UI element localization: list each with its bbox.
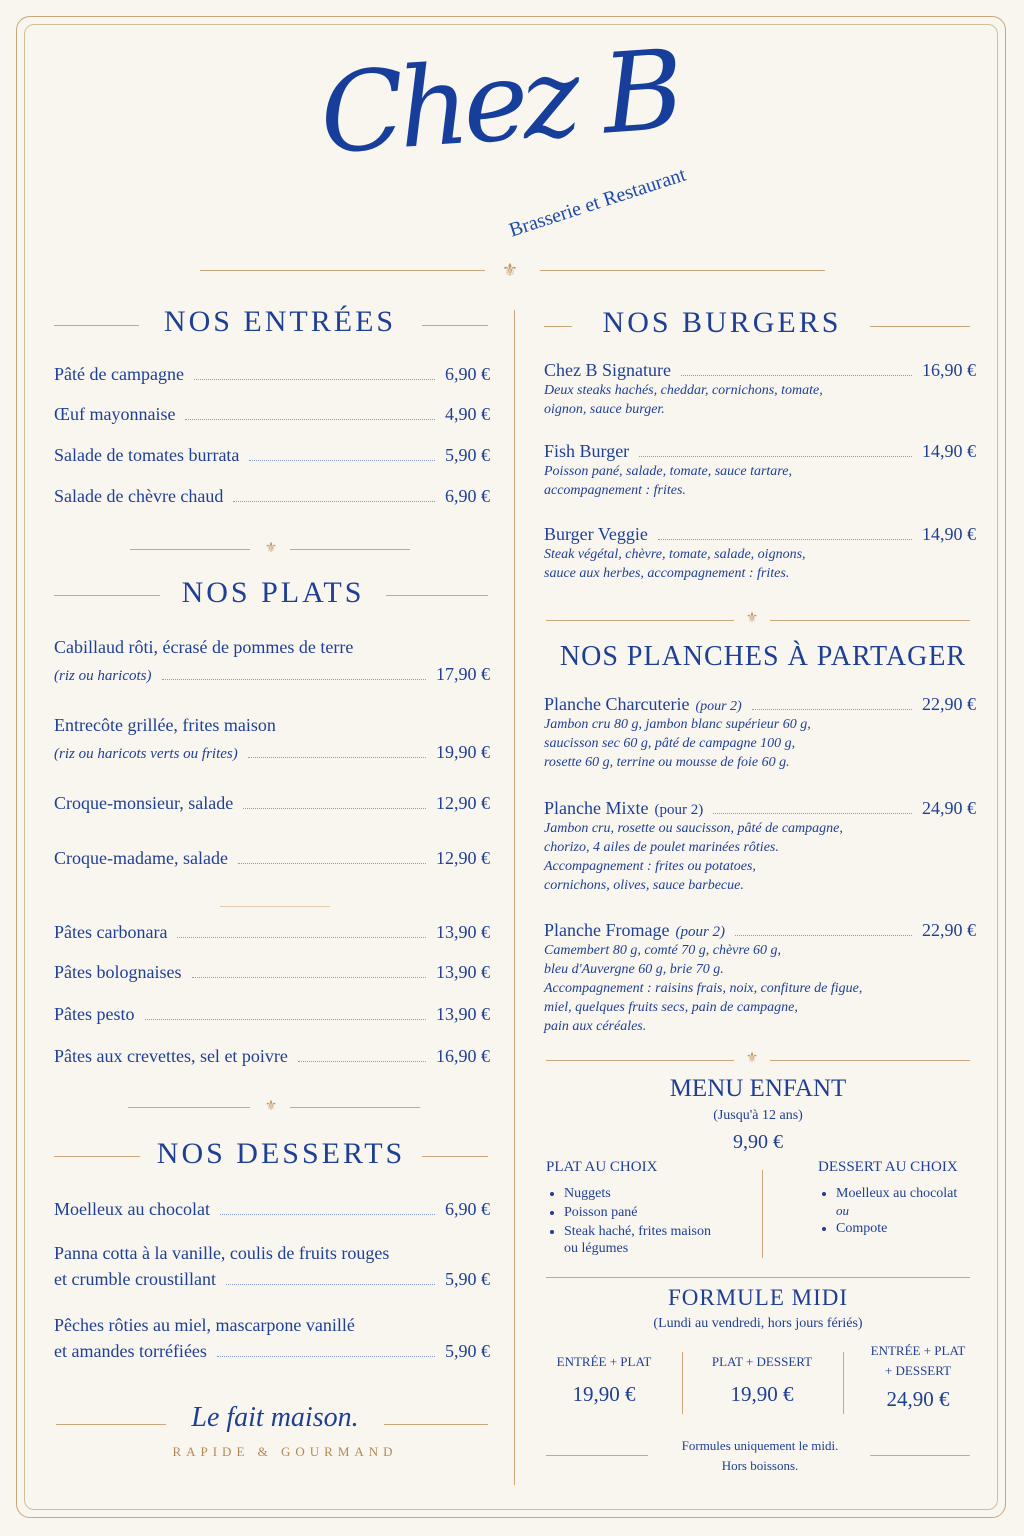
menu-item: Planche Mixte (pour 2) 24,90 € Jambon cru, rosette ou saucisson, pâté de campagne, chorizo, 4 ailes de poulet marinées rôties. Accompagnement : frites ou potatoes, cornichons, olives, sauce barbecue. (544, 798, 976, 893)
divider (870, 1455, 970, 1456)
divider (770, 620, 970, 621)
column-divider (843, 1352, 844, 1414)
column-divider (682, 1352, 683, 1414)
menu-item: Planche Charcuterie (pour 2) 22,90 € Jambon cru 80 g, jambon blanc supérieur 60 g, saucisson sec 60 g, pâté de campagne 100 g, rosette 60 g, terrine ou mousse de foie 60 g. (544, 694, 976, 770)
logo-text: Chez B (315, 25, 682, 179)
fleur-de-lis-icon: ⚜ (745, 611, 759, 626)
list-item: • Poisson pané (564, 1203, 756, 1222)
formula-option (536, 1354, 672, 1407)
section-title-midi: FORMULE MIDI (667, 1285, 849, 1310)
menu-item: Entrecôte grillée, frites maison (riz ou haricots verts ou frites) 19,90 € (54, 715, 490, 762)
title-rule (544, 326, 572, 327)
logo-subtitle: Brasserie et Restaurant (506, 163, 689, 242)
title-rule (386, 595, 488, 596)
menu-item: Burger Veggie 14,90 € Steak végétal, chèvre, tomate, salade, oignons, sauce aux herbes, accompagnement : frites. (544, 524, 976, 581)
list-item: • Steak haché, frites maison (564, 1222, 756, 1241)
midi-footer (650, 1436, 870, 1476)
formula-label: PLAT + DESSERT (711, 1354, 813, 1369)
fleur-de-lis-icon: ⚜ (501, 260, 519, 280)
dessert-or-text: ou (836, 1203, 849, 1218)
formula-option (850, 1343, 986, 1412)
title-rule (422, 1156, 488, 1157)
fleur-de-lis-icon: ⚜ (264, 541, 278, 556)
menu-item: Pâtes carbonara 13,90 € (54, 922, 490, 942)
divider (220, 906, 330, 907)
column-divider (514, 310, 515, 1485)
divider (770, 1060, 970, 1061)
divider (200, 270, 485, 271)
section-title-plats: NOS PLATS (181, 576, 365, 609)
divider (546, 1277, 970, 1278)
title-rule (54, 1156, 140, 1157)
section-title-planches: NOS PLANCHES À PARTAGER (559, 641, 967, 672)
title-rule (870, 326, 970, 327)
title-rule (54, 595, 160, 596)
fleur-de-lis-icon: ⚜ (745, 1051, 759, 1066)
formula-price: 24,90 € (886, 1387, 950, 1411)
dessert-choice-title: DESSERT AU CHOIX (818, 1159, 958, 1175)
formula-price: 19,90 € (572, 1382, 636, 1406)
divider (384, 1424, 488, 1425)
menu-item: Pâtes bolognaises 13,90 € (54, 962, 490, 982)
tagline: Le fait maison. (191, 1402, 359, 1433)
midi-note: (Lundi au vendredi, hors jours fériés) (653, 1316, 863, 1331)
midi-footer-line: Formules uniquement le midi. (681, 1438, 839, 1453)
section-title-desserts: NOS DESSERTS (156, 1137, 406, 1170)
divider (290, 1107, 420, 1108)
plat-choice-title: PLAT AU CHOIX (546, 1159, 658, 1175)
midi-footer-line: Hors boissons. (721, 1458, 799, 1473)
menu-item: Cabillaud rôti, écrasé de pommes de terre (riz ou haricots) 17,90 € (54, 637, 490, 684)
menu-item: Planche Fromage (pour 2) 22,90 € Camembert 80 g, comté 70 g, chèvre 60 g, bleu d'Auvergne 60 g, brie 70 g. Accompagnement : raisins frais, noix, confiture de figue, miel, quelques fruits secs, pain de campagne, pain aux céréales. (544, 920, 976, 1034)
menu-item: Salade de tomates burrata 5,90 € (54, 445, 490, 465)
divider (546, 1455, 648, 1456)
tagline-subline: RAPIDE & GOURMAND (172, 1444, 398, 1459)
menu-item: Fish Burger 14,90 € Poisson pané, salade, tomate, sauce tartare, accompagnement : frites. (544, 441, 976, 498)
formula-label: ENTRÉE + PLAT (556, 1354, 652, 1369)
title-rule (422, 325, 488, 326)
divider (130, 549, 250, 550)
title-rule (54, 325, 139, 326)
logo (315, 25, 720, 258)
column-divider (762, 1170, 763, 1258)
plat-or-text: ou légumes (564, 1241, 629, 1256)
section-title-entrees: NOS ENTRÉES (163, 305, 397, 338)
section-title-burgers: NOS BURGERS (602, 306, 842, 339)
section-title-enfant: MENU ENFANT (669, 1075, 847, 1102)
enfant-price: 9,90 € (733, 1131, 783, 1153)
menu-item: Pêches rôties au miel, mascarpone vanillé et amandes torréfiées 5,90 € (54, 1315, 490, 1361)
fleur-de-lis-icon: ⚜ (264, 1099, 278, 1114)
formula-price: 19,90 € (730, 1382, 794, 1406)
divider (128, 1107, 250, 1108)
divider (546, 1060, 734, 1061)
menu-item: Œuf mayonnaise 4,90 € (54, 404, 490, 424)
enfant-dessert-list (818, 1159, 978, 1238)
menu-item: Croque-monsieur, salade 12,90 € (54, 793, 490, 813)
list-item: • Compote (836, 1219, 978, 1238)
divider (56, 1424, 166, 1425)
divider (546, 620, 734, 621)
list-item: • Moelleux au chocolat (836, 1184, 978, 1203)
menu-item: Pâté de campagne 6,90 € (54, 364, 490, 384)
menu-item: Pâtes pesto 13,90 € (54, 1004, 490, 1024)
menu-item: Panna cotta à la vanille, coulis de fruits rouges et crumble croustillant 5,90 € (54, 1243, 490, 1289)
formula-option (690, 1354, 834, 1407)
menu-item: Pâtes aux crevettes, sel et poivre 16,90 € (54, 1046, 490, 1066)
list-item: • Nuggets (564, 1184, 756, 1203)
enfant-plat-list (546, 1159, 756, 1257)
formula-label: + DESSERT (884, 1363, 952, 1378)
menu-item: Chez B Signature 16,90 € Deux steaks hachés, cheddar, cornichons, tomate, oignon, sauce burger. (544, 360, 976, 417)
formula-label: ENTRÉE + PLAT (870, 1343, 966, 1358)
menu-item: Moelleux au chocolat 6,90 € (54, 1199, 490, 1219)
menu-item: Croque-madame, salade 12,90 € (54, 848, 490, 868)
enfant-age: (Jusqu'à 12 ans) (713, 1108, 803, 1123)
divider (290, 549, 410, 550)
divider (540, 270, 825, 271)
menu-item: Salade de chèvre chaud 6,90 € (54, 486, 490, 506)
